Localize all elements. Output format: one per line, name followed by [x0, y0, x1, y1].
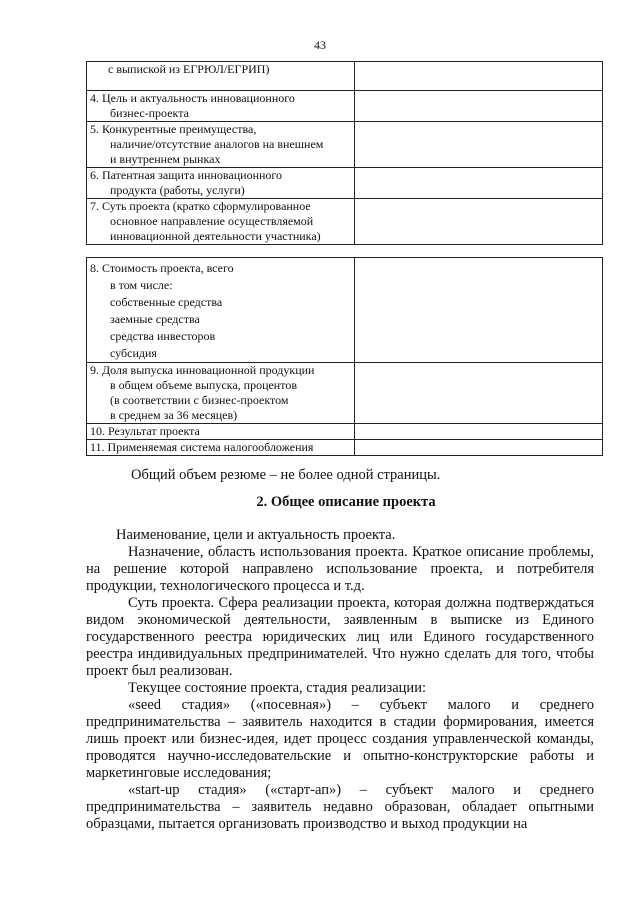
- section: [98, 494, 594, 511]
- project-summary-table-2: [86, 257, 603, 456]
- share-label: [87, 363, 355, 424]
- row-value-cell[interactable]: [355, 122, 603, 168]
- row-label-line: с выпиской из ЕГРЮЛ/ЕГРИП): [108, 62, 270, 76]
- cost-item: средства инвесторов: [110, 329, 216, 343]
- row-label-line: 4. Цель и актуальность инновационного: [90, 91, 295, 105]
- share-value-cell[interactable]: [355, 363, 603, 424]
- row-label-line: продукта (работы, услуги): [110, 183, 245, 197]
- body-text: [98, 467, 594, 484]
- cost-item: собственные средства: [110, 295, 223, 309]
- section-body-main: [86, 544, 594, 833]
- row-value-cell[interactable]: [355, 199, 603, 245]
- table-row: [87, 424, 603, 440]
- row-value-cell[interactable]: [355, 91, 603, 122]
- row-label: [87, 168, 355, 199]
- result-label: [87, 424, 355, 440]
- row-label-line: бизнес-проекта: [110, 106, 189, 120]
- tax-value-cell[interactable]: [355, 440, 603, 456]
- paragraph-startup-stage: «start-up стадия» («старт-ап») – субъект малого и среднего предпринимательства – заявитель недавно образован, обладает опытными образцами, пытается организовать производство и выход продукции на: [86, 782, 594, 832]
- table-row: [87, 258, 603, 363]
- row-label-line: инновационной деятельности участника): [110, 229, 321, 243]
- row-label-line: и внутреннем рынках: [110, 152, 221, 166]
- row-label-line: 6. Патентная защита инновационного: [90, 168, 283, 182]
- cost-item: в том числе:: [110, 278, 173, 292]
- row-value-cell[interactable]: [355, 168, 603, 199]
- table-row: [87, 363, 603, 424]
- paragraph-seed-stage: «seed стадия» («посевная») – субъект малого и среднего предпринимательства – заявитель находится в стадии формирования, имеется лишь проект или бизнес-идея, идет процесс создания управленческой команды, проводятся научно-исследовательские и опытно-конструкторские работы и маркетинговые исследования;: [86, 697, 594, 781]
- project-summary-table-1: [86, 61, 603, 245]
- paragraph-purpose: Назначение, область использования проекта. Краткое описание проблемы, на решение которой направлено использование проекта, и потребителя продукции, технологического процесса и т.д.: [86, 544, 594, 594]
- share-line: в общем объеме выпуска, процентов: [110, 378, 297, 392]
- tax-text: 11. Применяемая система налогообложения: [90, 440, 314, 454]
- row-label: [87, 122, 355, 168]
- tax-label: [87, 440, 355, 456]
- row-label: [87, 199, 355, 245]
- cost-value-cell[interactable]: [355, 258, 603, 363]
- section-title: 2. Общее описание проекта: [256, 494, 436, 510]
- result-text: 10. Результат проекта: [90, 424, 200, 438]
- row-label-line: наличие/отсутствие аналогов на внешнем: [110, 137, 324, 151]
- table-row: [87, 62, 603, 91]
- table-row: [87, 440, 603, 456]
- table-row: [87, 91, 603, 122]
- table-row: [87, 199, 603, 245]
- paragraph-name-goals: Наименование, цели и актуальность проекта.: [116, 527, 396, 543]
- cost-item: заемные средства: [110, 312, 200, 326]
- paragraph-essence: Суть проекта. Сфера реализации проекта, которая должна подтверждаться видом экономической деятельности, заявленным в выписке из Единого государственного реестра юридических лиц или Единого государственного реестра индивидуальных предпринимателей. Что нужно сделать для того, чтобы проект был реализован.: [86, 595, 594, 679]
- row-label-line: 5. Конкурентные преимущества,: [90, 122, 257, 136]
- result-value-cell[interactable]: [355, 424, 603, 440]
- row-label-line: 7. Суть проекта (кратко сформулированное: [90, 199, 311, 213]
- cost-title: 8. Стоимость проекта, всего: [90, 261, 234, 275]
- row-value-cell[interactable]: [355, 62, 603, 91]
- cost-item: субсидия: [110, 346, 157, 360]
- table-row: [87, 122, 603, 168]
- share-line: в среднем за 36 месяцев): [110, 408, 238, 422]
- page-number: 43: [314, 38, 326, 52]
- share-line: (в соответствии с бизнес-проектом: [110, 393, 289, 407]
- row-label: [87, 91, 355, 122]
- row-label: [87, 62, 355, 91]
- paragraph-current-state: Текущее состояние проекта, стадия реализации:: [128, 680, 426, 696]
- table-row: [87, 168, 603, 199]
- resume-note: Общий объем резюме – не более одной страницы.: [131, 467, 441, 483]
- cost-label: [87, 258, 355, 363]
- row-label-line: основное направление осуществляемой: [110, 214, 314, 228]
- section-body: [98, 527, 594, 544]
- share-line: 9. Доля выпуска инновационной продукции: [90, 363, 315, 377]
